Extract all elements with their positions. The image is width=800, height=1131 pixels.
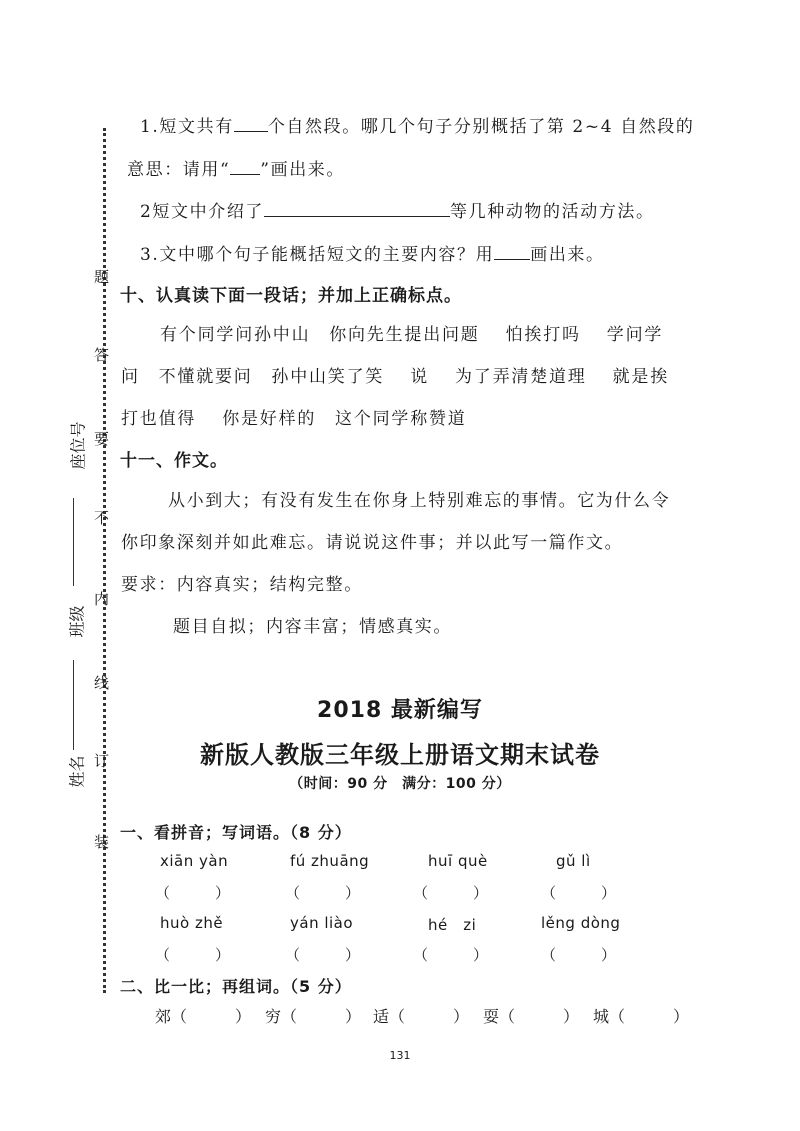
binding-char-xian: 线 bbox=[94, 674, 110, 692]
compare-char-1: 郊 bbox=[155, 1007, 172, 1026]
binding-char-ti: 题 bbox=[94, 268, 110, 286]
question-3-blank[interactable] bbox=[494, 244, 530, 260]
pinyin-8: lěng dòng bbox=[541, 914, 621, 932]
question-1-line2 bbox=[127, 155, 345, 180]
pinyin-1: xiān yàn bbox=[160, 852, 229, 870]
compare-paren-1[interactable]: （ ） bbox=[171, 1007, 252, 1026]
compare-item-2 bbox=[265, 1004, 361, 1027]
answer-paren-1[interactable]: （ ） bbox=[155, 884, 231, 902]
question-1-text-a: 1.短文共有 bbox=[140, 117, 234, 137]
pinyin-7: hé zi bbox=[428, 916, 477, 934]
pinyin-6: yán liào bbox=[290, 914, 354, 932]
answer-paren-7[interactable]: （ ） bbox=[413, 946, 489, 964]
section-11-line-3: 要求：内容真实；结构完整。 bbox=[121, 575, 363, 595]
question-3-text-a: 3.文中哪个句子能概括短文的主要内容？用 bbox=[140, 245, 495, 265]
binding-char-yao: 要 bbox=[94, 430, 110, 448]
binding-dotted-line bbox=[103, 128, 106, 993]
compare-item-5 bbox=[593, 1004, 689, 1027]
question-2-text-a: 2短文中介绍了 bbox=[140, 202, 265, 222]
compare-item-4 bbox=[483, 1004, 579, 1027]
compare-paren-3[interactable]: （ ） bbox=[389, 1007, 470, 1026]
part-2-heading: 二、比一比；再组词。（5 分） bbox=[120, 977, 352, 996]
compare-char-2: 穷 bbox=[265, 1007, 282, 1026]
compare-item-1 bbox=[155, 1004, 251, 1027]
question-3-text-b: 画出来。 bbox=[530, 245, 605, 265]
question-2-blank[interactable] bbox=[264, 201, 450, 217]
compare-paren-4[interactable]: （ ） bbox=[499, 1007, 580, 1026]
binding-char-bu: 不 bbox=[94, 509, 110, 527]
pinyin-5: huò zhě bbox=[160, 914, 224, 932]
section-10-line-3: 打也值得 你是好样的 这个同学称赞道 bbox=[121, 409, 467, 429]
compare-char-4: 耍 bbox=[483, 1007, 500, 1026]
section-10-line-1: 有个同学问孙中山 你向先生提出问题 怕挨打吗 学问学 bbox=[160, 325, 664, 345]
binding-char-ding: 订 bbox=[94, 752, 110, 770]
section-10-heading: 十、认真读下面一段话；并加上正确标点。 bbox=[120, 286, 462, 306]
pinyin-2: fú zhuāng bbox=[290, 852, 370, 870]
question-1-line2-text: 意思：请用“ bbox=[127, 160, 231, 180]
question-2 bbox=[140, 197, 655, 222]
pinyin-3: huī què bbox=[428, 852, 488, 870]
answer-paren-5[interactable]: （ ） bbox=[155, 946, 231, 964]
compare-paren-2[interactable]: （ ） bbox=[281, 1007, 362, 1026]
binding-char-nei: 内 bbox=[94, 590, 110, 608]
answer-paren-3[interactable]: （ ） bbox=[413, 884, 489, 902]
compare-char-3: 适 bbox=[373, 1007, 390, 1026]
answer-paren-6[interactable]: （ ） bbox=[285, 946, 361, 964]
section-11-heading: 十一、作文。 bbox=[120, 451, 228, 471]
compare-paren-5[interactable]: （ ） bbox=[609, 1007, 690, 1026]
section-10-line-2: 问 不懂就要问 孙中山笑了笑 说 为了弄清楚道理 就是挨 bbox=[121, 367, 670, 387]
question-1-line2-end: ”画出来。 bbox=[260, 160, 345, 180]
answer-paren-2[interactable]: （ ） bbox=[285, 884, 361, 902]
pinyin-4: gǔ lì bbox=[556, 852, 591, 870]
compare-char-5: 城 bbox=[593, 1007, 610, 1026]
page-number: 131 bbox=[389, 1049, 411, 1062]
seat-number-label: 座位号 bbox=[68, 421, 88, 470]
binding-char-da: 答 bbox=[94, 346, 110, 364]
class-label: 班级 bbox=[67, 605, 87, 638]
section-11-line-4: 题目自拟；内容丰富；情感真实。 bbox=[173, 617, 452, 637]
exam-title-year: 2018 最新编写 bbox=[317, 698, 483, 723]
section-11-line-2: 你印象深刻并如此难忘。请说说这件事；并以此写一篇作文。 bbox=[121, 533, 624, 553]
name-label: 姓名 bbox=[67, 755, 87, 788]
answer-paren-4[interactable]: （ ） bbox=[541, 884, 617, 902]
compare-item-3 bbox=[373, 1004, 469, 1027]
question-2-text-b: 等几种动物的活动方法。 bbox=[450, 202, 655, 222]
question-1-text-b: 个自然段。哪几个句子分别概括了第 2~4 自然段的 bbox=[267, 117, 695, 137]
question-1-blank[interactable] bbox=[234, 116, 268, 132]
exam-title-info: （时间：90 分 满分：100 分） bbox=[289, 776, 511, 792]
question-3 bbox=[140, 240, 605, 265]
question-1-mark-blank[interactable] bbox=[230, 159, 260, 175]
section-11-line-1: 从小到大；有没有发生在你身上特别难忘的事情。它为什么令 bbox=[168, 491, 671, 511]
seat-number-line bbox=[73, 498, 74, 586]
question-1 bbox=[140, 112, 695, 137]
exam-title-main: 新版人教版三年级上册语文期末试卷 bbox=[200, 741, 600, 769]
binding-char-zhuang: 装 bbox=[94, 833, 110, 851]
answer-paren-8[interactable]: （ ） bbox=[541, 946, 617, 964]
part-1-heading: 一、看拼音；写词语。（8 分） bbox=[120, 823, 352, 842]
